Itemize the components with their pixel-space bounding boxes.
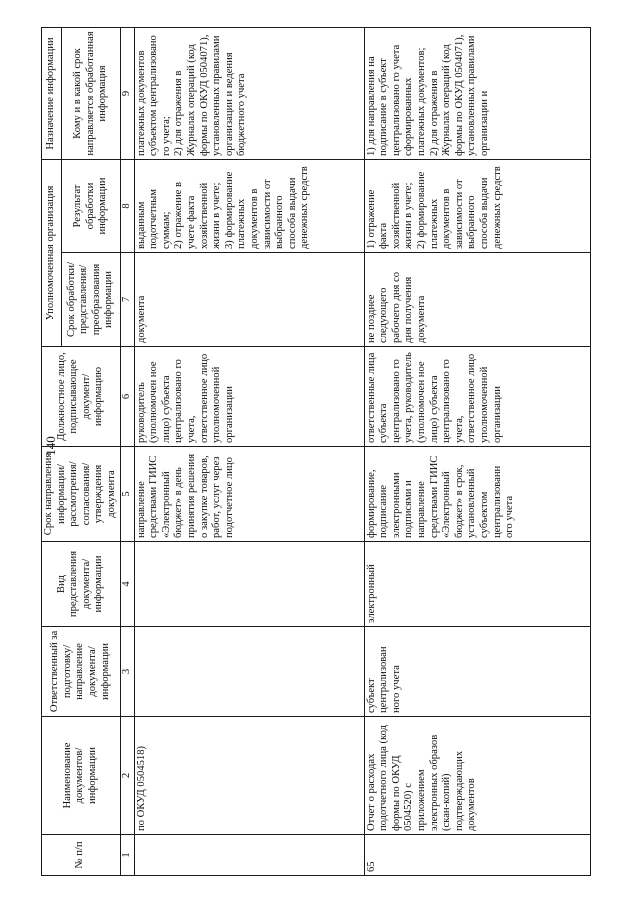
- header-processing-term: Срок обработки/ представления/ преобразования информации: [62, 253, 120, 347]
- header-official: Должностное лицо, подписывающее документ/ информацию: [42, 347, 121, 447]
- cell-type: электронный: [364, 542, 590, 627]
- column-number: 9: [120, 28, 134, 160]
- header-deadline: Срок направления информации/ рассмотрения/ согласования/ утверждения документа: [42, 447, 121, 542]
- cell-purpose: платежных документов субъектом централизовано го учета; 2) для отражения в Журналах операций (код формы по ОКУД 0504071), установленных правилами организации и ведения бюджетного учета: [134, 28, 364, 160]
- table-row: [134, 28, 364, 876]
- cell-num: [134, 835, 364, 876]
- column-numbers-row: [120, 28, 134, 876]
- header-purpose: Назначение информации: [42, 28, 62, 160]
- column-number: 6: [120, 347, 134, 447]
- cell-responsible: субъект централизован ного учета: [364, 627, 590, 717]
- header-row-1: [42, 28, 62, 876]
- cell-official: ответственные лица субъекта централизовано го учета, руководитель (уполномочен ное лицо) субъекта централизовано го учета, ответственное лицо уполномоченной организации: [364, 347, 590, 447]
- cell-processing-term: документа: [134, 253, 364, 347]
- header-type: Вид представления документа/ информации: [42, 542, 121, 627]
- cell-name: по ОКУД 0504518): [134, 717, 364, 835]
- cell-official: руководитель (уполномочен ное лицо) субъекта централизовано го учета, ответственное лицо уполномоченной организации: [134, 347, 364, 447]
- table-row: [364, 28, 590, 876]
- column-number: 4: [120, 542, 134, 627]
- cell-deadline: формирование, подписание электронными подписями и направление средствами ГИИС «Электронный бюджет» в срок, установленный субъектом централизованн ого учета: [364, 447, 590, 542]
- column-number: 3: [120, 627, 134, 717]
- column-number: 1: [120, 835, 134, 876]
- header-purpose-sub: Кому и в какой срок направляется обработанная информация: [62, 28, 120, 160]
- header-result: Результат обработки информации: [62, 160, 120, 253]
- header-num: № п/п: [42, 835, 121, 876]
- cell-result: 1) отражение факта хозяйственной жизни в учете; 2) формирование платежных документов в зависимости от выбранного способа выдачи денежных средств: [364, 160, 590, 253]
- header-authorized-org: Уполномоченная организация: [42, 160, 62, 347]
- column-number: 5: [120, 447, 134, 542]
- header-name: Наименование документов/ информации: [42, 717, 121, 835]
- cell-responsible: [134, 627, 364, 717]
- document-table: [41, 27, 591, 876]
- cell-name: Отчет о расходах подотчетного лица (код формы по ОКУД 0504520) с приложением электронных образов (скан-копий) подтверждающих документов: [364, 717, 590, 835]
- cell-num: 65: [364, 835, 590, 876]
- cell-processing-term: не позднее следующего рабочего дня со дня получения документа: [364, 253, 590, 347]
- column-number: 8: [120, 160, 134, 253]
- page-number: 140: [43, 436, 58, 456]
- rotated-table-page: [41, 28, 599, 876]
- cell-result: выданным подотчетным суммам; 2) отражение в учете факта хозяйственной жизни в учете; 3) формирование платежных документов в зависимости от выбранного способа выдачи денежных средств: [134, 160, 364, 253]
- cell-type: [134, 542, 364, 627]
- header-responsible: Ответственный за подготовку/ направление документа/ информации: [42, 627, 121, 717]
- cell-purpose: 1) для направления на подписание в субъект централизовано го учета сформированных платежных документов; 2) для отражения в Журналах операций (код формы по ОКУД 0504071), установленных правилами организации и: [364, 28, 590, 160]
- column-number: 7: [120, 253, 134, 347]
- cell-deadline: направление средствами ГИИС «Электронный бюджет» в день принятия решения о закупке товаров, работ, услуг через подотчетное лицо: [134, 447, 364, 542]
- column-number: 2: [120, 717, 134, 835]
